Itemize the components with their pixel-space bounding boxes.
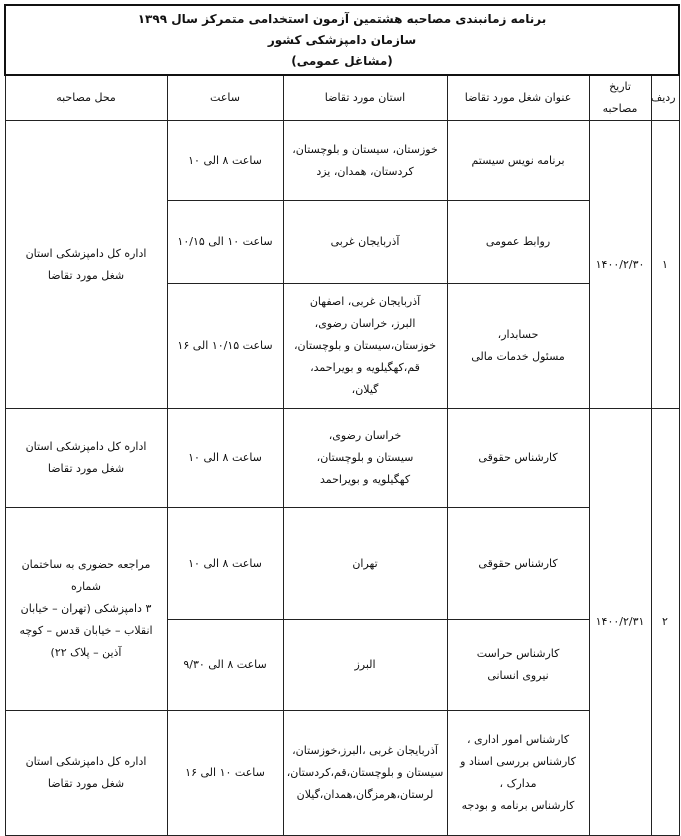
province: البرز bbox=[283, 620, 447, 711]
location: اداره کل دامپزشکی استان شغل مورد تقاضا bbox=[5, 409, 167, 508]
title-line-1: برنامه زمانبندی مصاحبه هشتمین آزمون استخدامی متمرکز سال ۱۳۹۹ bbox=[137, 11, 547, 26]
job-title: کارشناس حقوقی bbox=[447, 409, 589, 508]
time: ساعت ۸ الی ۱۰ bbox=[167, 121, 283, 201]
time: ساعت ۱۰/۱۵ الی ۱۶ bbox=[167, 284, 283, 409]
province: خوزستان، سیستان و بلوچستان، کردستان، همدان، یزد bbox=[283, 121, 447, 201]
header-job: عنوان شغل مورد تقاضا bbox=[447, 75, 589, 121]
job-title: کارشناس حقوقی bbox=[447, 508, 589, 620]
location: اداره کل دامپزشکی استان شغل مورد تقاضا bbox=[5, 121, 167, 409]
row-number: ۲ bbox=[651, 409, 679, 836]
title-line-3: (مشاغل عمومی) bbox=[291, 53, 393, 68]
province: آذربایجان غربی، اصفهان البرز، خراسان رضوی، خوزستان،سیستان و بلوچستان، قم،کهگیلویه و بویراحمد، گیلان، bbox=[283, 284, 447, 409]
header-row-number: ردیف bbox=[651, 75, 679, 121]
header-location: محل مصاحبه bbox=[5, 75, 167, 121]
header-time: ساعت bbox=[167, 75, 283, 121]
province: آذربایجان غربی bbox=[283, 201, 447, 284]
interview-date: ۱۴۰۰/۲/۳۰ bbox=[589, 121, 651, 409]
header-date: تاریخ مصاحبه bbox=[589, 75, 651, 121]
job-title: برنامه نویس سیستم bbox=[447, 121, 589, 201]
time: ساعت ۸ الی ۱۰ bbox=[167, 409, 283, 508]
header-province: استان مورد تقاضا bbox=[283, 75, 447, 121]
title-line-2: سازمان دامپزشکی کشور bbox=[267, 32, 417, 47]
table-row bbox=[5, 508, 679, 620]
row-number: ۱ bbox=[651, 121, 679, 409]
time: ساعت ۱۰ الی ۱۰/۱۵ bbox=[167, 201, 283, 284]
location: اداره کل دامپزشکی استان شغل مورد تقاضا bbox=[5, 711, 167, 836]
job-title: روابط عمومی bbox=[447, 201, 589, 284]
time: ساعت ۱۰ الی ۱۶ bbox=[167, 711, 283, 836]
province: آذربایجان غربی ،البرز،خوزستان، سیستان و بلوچستان،قم،کردستان، لرستان،هرمزگان،همدان،گیلان bbox=[283, 711, 447, 836]
location: مراجعه حضوری به ساختمان شماره ۳ دامپزشکی (تهران – خیابان انقلاب – خیابان قدس – کوچه آذین – پلاک ۲۲) bbox=[5, 508, 167, 711]
time: ساعت ۸ الی ۹/۳۰ bbox=[167, 620, 283, 711]
header-row bbox=[5, 75, 679, 121]
table-row bbox=[5, 121, 679, 201]
job-title: کارشناس حراست نیروی انسانی bbox=[447, 620, 589, 711]
time: ساعت ۸ الی ۱۰ bbox=[167, 508, 283, 620]
province: تهران bbox=[283, 508, 447, 620]
table-row bbox=[5, 711, 679, 836]
interview-schedule-table bbox=[4, 4, 680, 836]
document-title bbox=[5, 5, 679, 75]
table-row bbox=[5, 409, 679, 508]
job-title: حسابدار، مسئول خدمات مالی bbox=[447, 284, 589, 409]
interview-date: ۱۴۰۰/۲/۳۱ bbox=[589, 409, 651, 836]
province: خراسان رضوی، سیستان و بلوچستان، کهگیلویه و بویراحمد bbox=[283, 409, 447, 508]
job-title: کارشناس امور اداری ، کارشناس بررسی اسناد و مدارک ، کارشناس برنامه و بودجه bbox=[447, 711, 589, 836]
